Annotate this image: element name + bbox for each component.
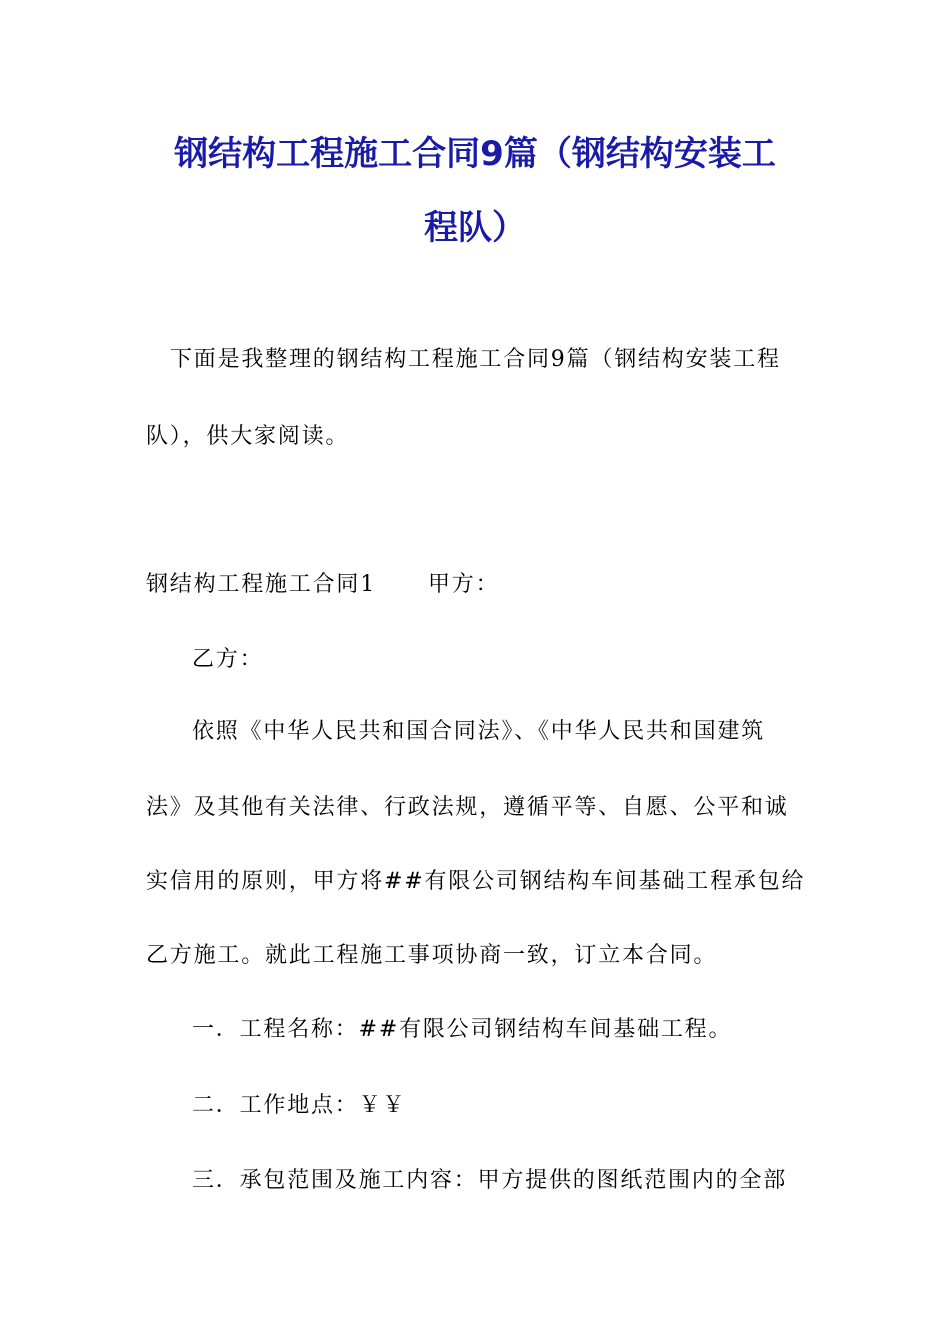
contract-heading: 钢结构工程施工合同1: [146, 572, 376, 597]
intro-line-1: 下面是我整理的钢结构工程施工合同9篇（钢结构安装工程: [170, 347, 781, 372]
body-line-2: 法》及其他有关法律、行政法规，遵循平等、自愿、公平和诚: [146, 795, 789, 820]
intro-line-2: 队），供大家阅读。: [146, 424, 350, 449]
body-line-3: 实信用的原则，甲方将##有限公司钢结构车间基础工程承包给: [146, 869, 806, 894]
clause-item-3: 三．承包范围及施工内容：甲方提供的图纸范围内的全部: [192, 1168, 788, 1193]
party-b-label: 乙方：: [192, 647, 264, 672]
clause-item-1: 一．工程名称：##有限公司钢结构车间基础工程。: [192, 1017, 733, 1042]
body-line-4: 乙方施工。就此工程施工事项协商一致，订立本合同。: [146, 943, 718, 968]
document-title-line-2: 程队）: [424, 208, 526, 248]
clause-item-2: 二．工作地点：￥￥: [192, 1093, 407, 1118]
party-a-label: 甲方：: [428, 572, 500, 597]
body-line-1: 依照《中华人民共和国合同法》、《中华人民共和国建筑: [192, 719, 766, 744]
document-title-line-1: 钢结构工程施工合同9篇（钢结构安装工: [174, 134, 776, 174]
